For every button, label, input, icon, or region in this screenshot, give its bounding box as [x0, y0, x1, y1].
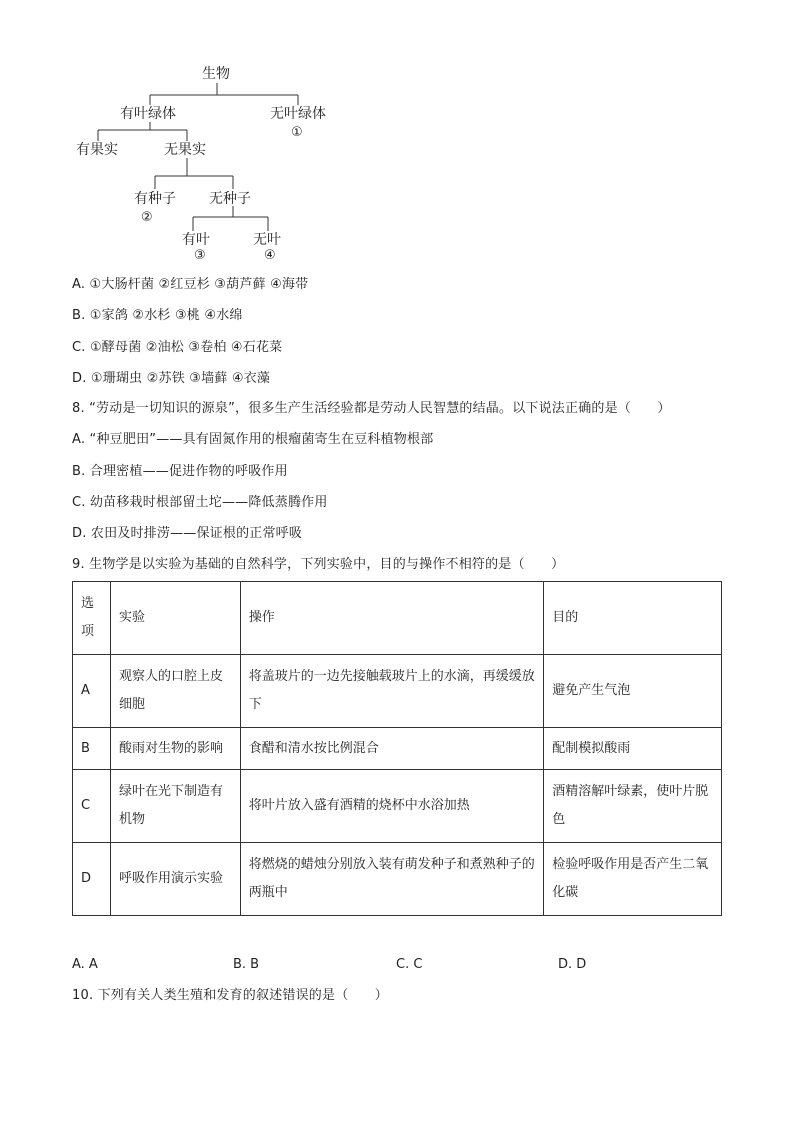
tree-root: 生物 [202, 66, 230, 82]
row-c-operation: 将叶片放入盛有酒精的烧杯中水浴加热 [240, 770, 543, 843]
tree-has-seed: 有种子 [134, 191, 176, 207]
row-b-purpose: 配制模拟酸雨 [544, 728, 722, 770]
row-d-operation: 将燃烧的蜡烛分别放入装有萌发种子和煮熟种子的两瓶中 [240, 843, 543, 916]
q8-option-a: A. “种豆肥田”——具有固氮作用的根瘤菌寄生在豆科植物根部 [72, 432, 434, 447]
q8-option-c: C. 幼苗移栽时根部留土坨——降低蒸腾作用 [72, 495, 328, 510]
row-b-experiment: 酸雨对生物的影响 [110, 728, 240, 770]
tree-no-leaf: 无叶 [253, 232, 281, 248]
table-row [73, 770, 722, 843]
tree-has-leaf: 有叶 [182, 232, 210, 248]
row-d-option: D [73, 843, 111, 916]
tree-has-chloroplast: 有叶绿体 [120, 106, 176, 122]
q8-stem: 8. “劳动是一切知识的源泉”，很多生产生活经验都是劳动人民智慧的结晶。以下说法正确的是（ ） [72, 401, 671, 416]
header-purpose: 目的 [544, 582, 722, 655]
table-header-row [73, 582, 722, 655]
row-b-operation: 食醋和清水按比例混合 [240, 728, 543, 770]
row-c-purpose: 酒精溶解叶绿素，使叶片脱色 [544, 770, 722, 843]
header-experiment: 实验 [110, 582, 240, 655]
tree-mark-2: ② [141, 210, 153, 225]
tree-mark-1: ① [291, 125, 303, 140]
q9-option-a: A. A [72, 957, 98, 972]
tree-no-seed: 无种子 [209, 191, 251, 207]
table-row [73, 655, 722, 728]
tree-mark-4: ④ [264, 248, 276, 263]
row-c-option: C [73, 770, 111, 843]
table-row [73, 843, 722, 916]
tree-no-fruit: 无果实 [164, 142, 206, 158]
q10-stem: 10. 下列有关人类生殖和发育的叙述错误的是（ ） [72, 988, 389, 1003]
header-option: 选项 [73, 582, 111, 655]
q9-table [72, 581, 722, 916]
row-a-operation: 将盖玻片的一边先接触载玻片上的水滴，再缓缓放下 [240, 655, 543, 728]
row-b-option: B [73, 728, 111, 770]
q8-option-b: B. 合理密植——促进作物的呼吸作用 [72, 464, 288, 479]
row-d-experiment: 呼吸作用演示实验 [110, 843, 240, 916]
q9-option-b: B. B [233, 957, 260, 972]
row-d-purpose: 检验呼吸作用是否产生二氧化碳 [544, 843, 722, 916]
q7-option-c: C. ①酵母菌 ②油松 ③卷柏 ④石花菜 [72, 340, 283, 355]
row-a-purpose: 避免产生气泡 [544, 655, 722, 728]
q7-option-b: B. ①家鸽 ②水杉 ③桃 ④水绵 [72, 308, 243, 323]
header-operation: 操作 [240, 582, 543, 655]
table-row [73, 728, 722, 770]
q7-option-d: D. ①珊瑚虫 ②苏铁 ③墙藓 ④衣藻 [72, 371, 271, 386]
q9-option-d: D. D [558, 957, 587, 972]
classification-tree-lines [0, 0, 794, 280]
row-a-experiment: 观察人的口腔上皮细胞 [110, 655, 240, 728]
row-c-experiment: 绿叶在光下制造有机物 [110, 770, 240, 843]
row-a-option: A [73, 655, 111, 728]
q7-option-a: A. ①大肠杆菌 ②红豆杉 ③葫芦藓 ④海带 [72, 277, 309, 292]
q9-option-c: C. C [396, 957, 423, 972]
tree-has-fruit: 有果实 [76, 142, 118, 158]
q8-option-d: D. 农田及时排涝——保证根的正常呼吸 [72, 526, 303, 541]
q9-stem: 9. 生物学是以实验为基础的自然科学，下列实验中，目的与操作不相符的是（ ） [72, 557, 565, 572]
tree-no-chloroplast: 无叶绿体 [270, 106, 326, 122]
tree-mark-3: ③ [194, 248, 206, 263]
